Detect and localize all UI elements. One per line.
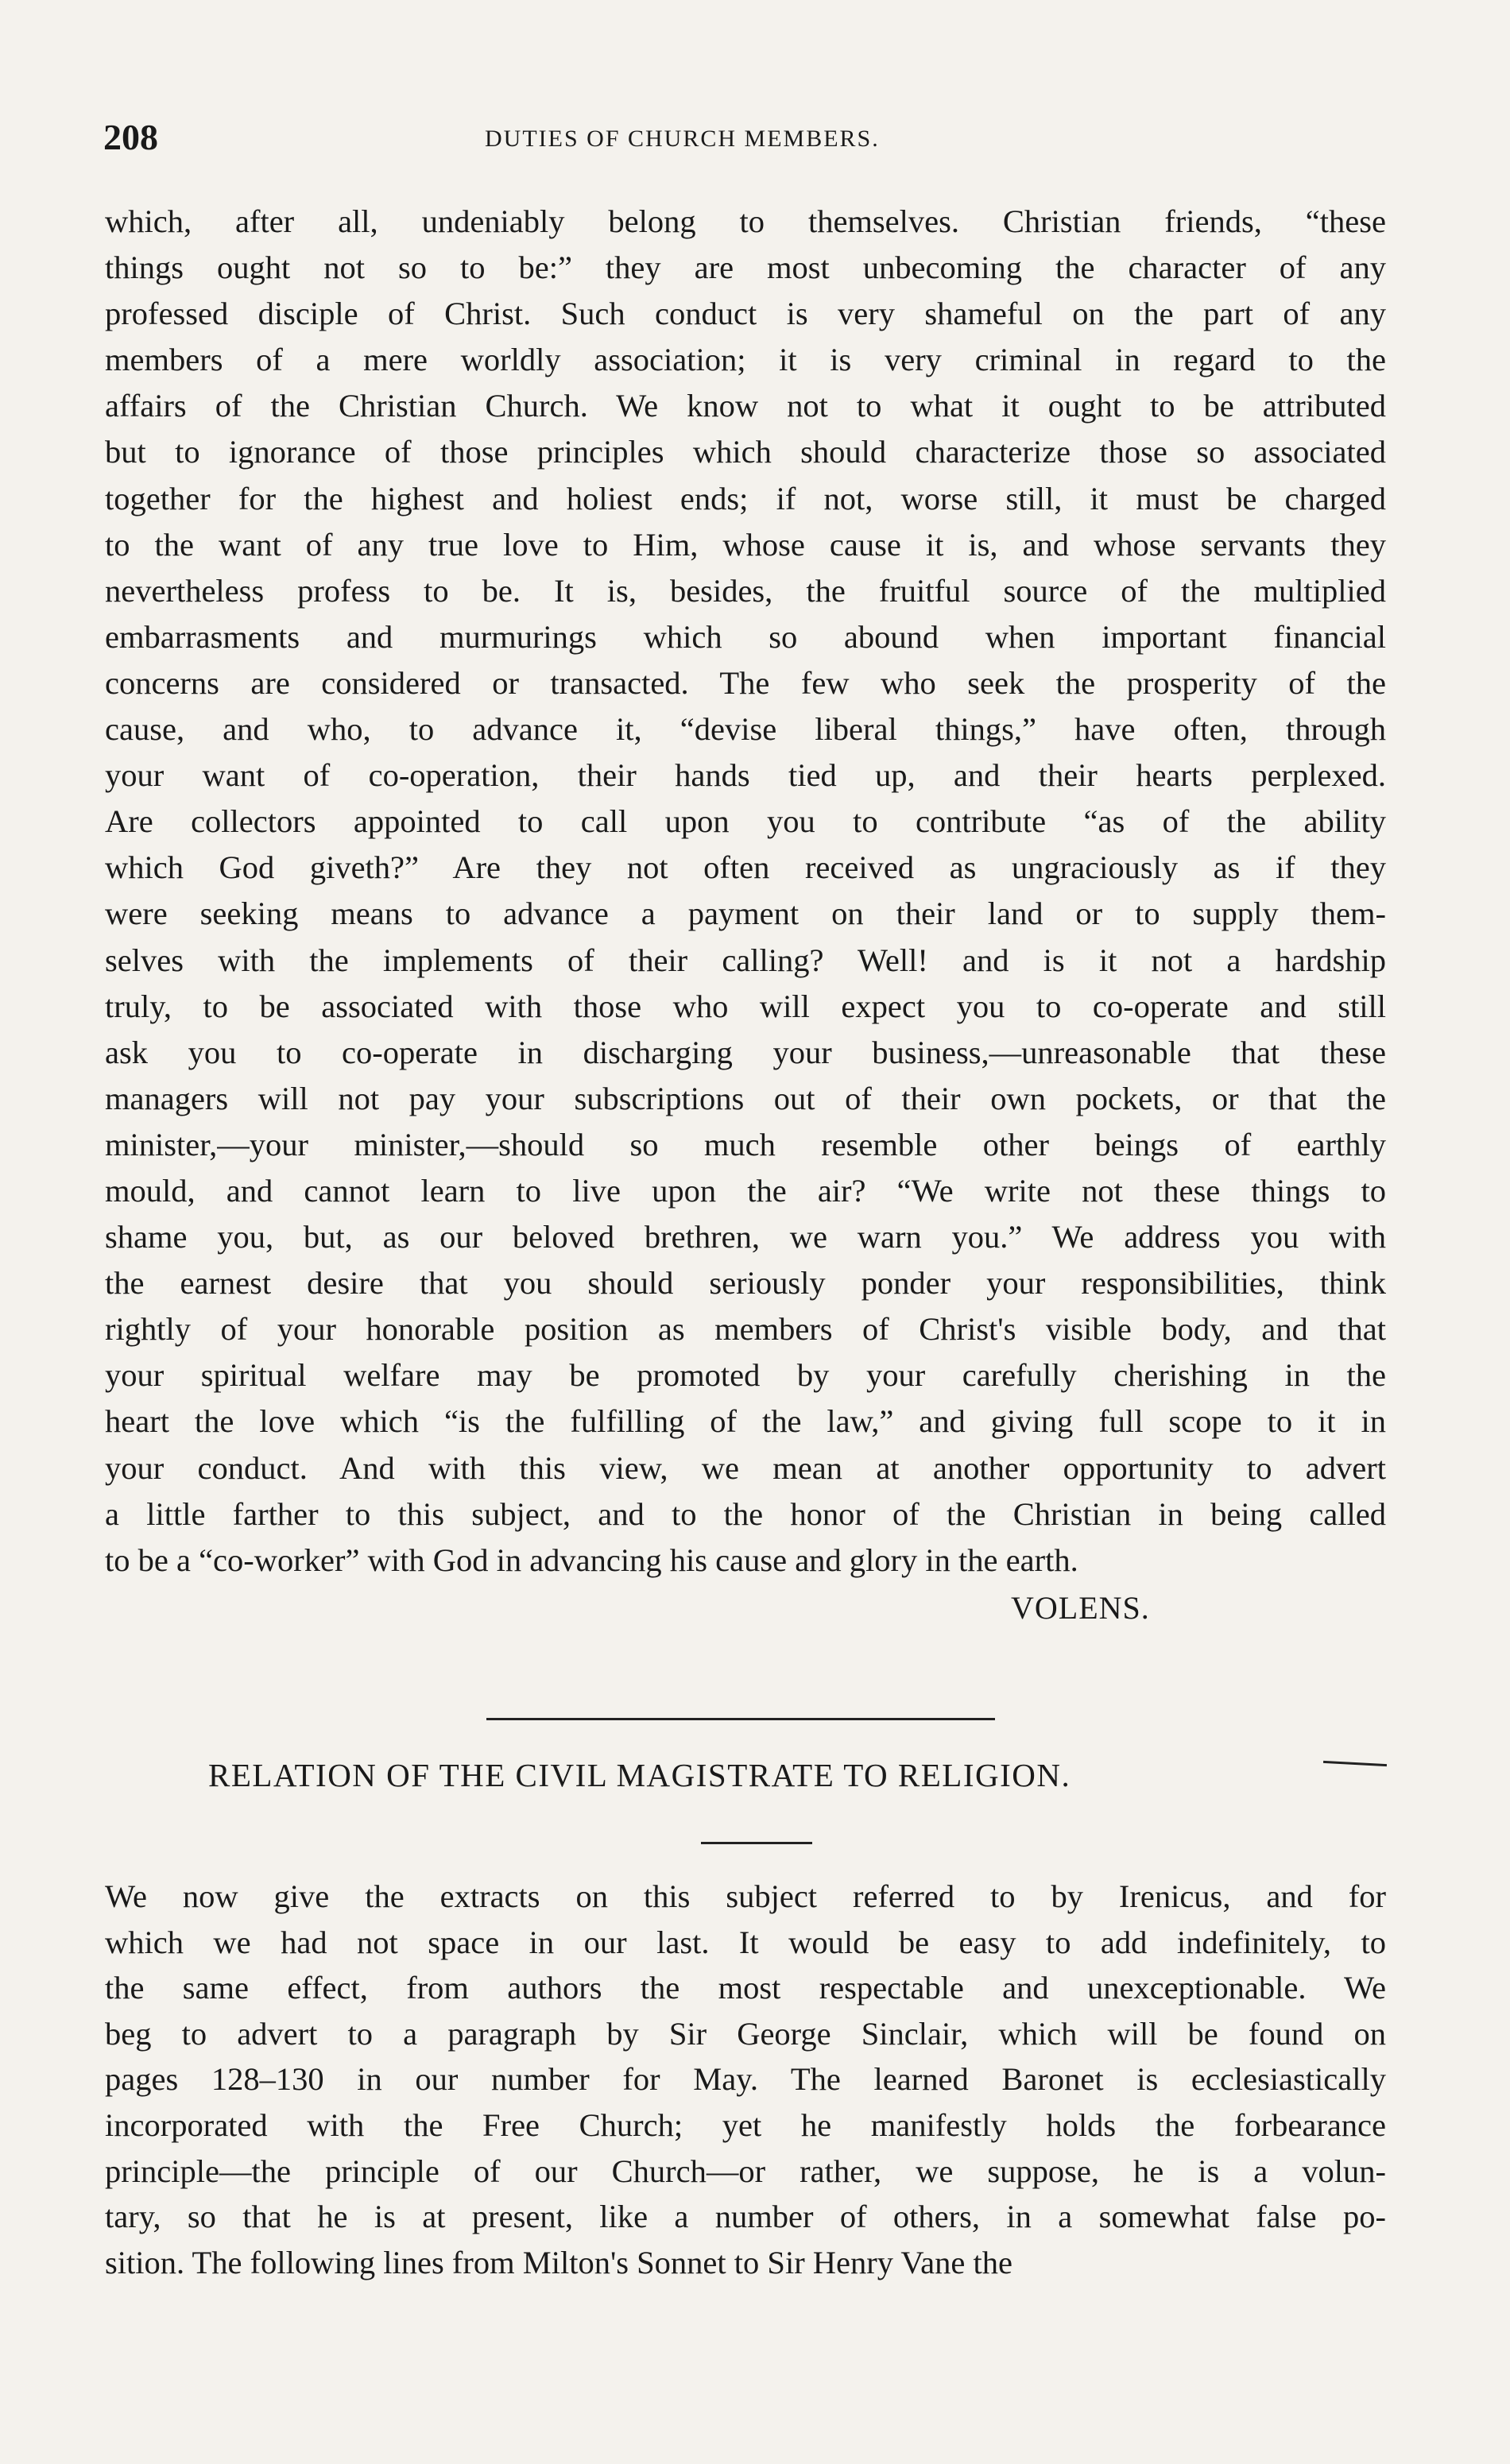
text-line: rightly of your honorable position as members of Christ's visible body, and that (105, 1311, 1386, 1348)
text-line: minister,—your minister,—should so much resemble other beings of earthly (105, 1126, 1386, 1162)
text-line: heart the love which “is the fulfilling of the law,” and giving full scope to it in (105, 1403, 1386, 1440)
text-line: sition. The following lines from Milton's Sonnet to Sir Henry Vane the (105, 2244, 1012, 2280)
text-line: principle—the principle of our Church—or rather, we suppose, he is a volun- (105, 2153, 1386, 2189)
page-header (103, 116, 1391, 164)
text-line: which God giveth?” Are they not often received as ungraciously as if they (105, 849, 1386, 886)
heading-underline (701, 1842, 812, 1844)
section-divider (486, 1718, 995, 1720)
article-heading: RELATION OF THE CIVIL MAGISTRATE TO RELIGION. (208, 1757, 1071, 1793)
text-line: selves with the implements of their calling? Well! and is it not a hardship (105, 942, 1386, 978)
text-line: which, after all, undeniably belong to themselves. Christian friends, “these (105, 203, 1386, 239)
text-line: things ought not so to be:” they are most unbecoming the character of any (105, 249, 1386, 286)
text-line: the same effect, from authors the most respectable and unexceptionable. We (105, 1970, 1386, 2006)
text-line: affairs of the Christian Church. We know not to what it ought to be attributed (105, 388, 1386, 424)
running-title: DUTIES OF CHURCH MEMBERS. (485, 126, 880, 152)
text-line: the earnest desire that you should seriously ponder your responsibilities, think (105, 1265, 1386, 1302)
text-line: pages 128–130 in our number for May. The learned Baronet is ecclesiastically (105, 2061, 1386, 2098)
text-line: nevertheless profess to be. It is, besides, the fruitful source of the multiplied (105, 572, 1386, 609)
text-line: truly, to be associated with those who will expect you to co-operate and still (105, 988, 1386, 1024)
text-line: but to ignorance of those principles which should characterize those so associated (105, 434, 1386, 470)
text-line: cause, and who, to advance it, “devise liberal things,” have often, through (105, 711, 1386, 748)
author-signature: VOLENS. (1011, 1590, 1150, 1626)
text-line: together for the highest and holiest ends; if not, worse still, it must be charged (105, 480, 1386, 516)
text-line: Are collectors appointed to call upon you to contribute “as of the ability (105, 803, 1386, 840)
text-line: tary, so that he is at present, like a number of others, in a somewhat false po- (105, 2199, 1386, 2235)
text-line: to be a “co-worker” with God in advancing his cause and glory in the earth. (105, 1541, 1078, 1578)
page-number: 208 (103, 117, 158, 157)
text-line: We now give the extracts on this subject referred to by Irenicus, and for (105, 1878, 1386, 1914)
text-line: your want of co-operation, their hands tied up, and their hearts perplexed. (105, 757, 1386, 794)
text-line: professed disciple of Christ. Such conduct is very shameful on the part of any (105, 296, 1386, 332)
article-body-2 (105, 1874, 1386, 2285)
text-line: concerns are considered or transacted. The few who seek the prosperity of the (105, 664, 1386, 701)
text-line: to the want of any true love to Him, whose cause it is, and whose servants they (105, 526, 1386, 563)
margin-dash (1323, 1761, 1387, 1766)
text-line: members of a mere worldly association; it is very criminal in regard to the (105, 342, 1386, 378)
text-line: embarrasments and murmurings which so abound when important financial (105, 618, 1386, 655)
text-line: which we had not space in our last. It would be easy to add indefinitely, to (105, 1924, 1386, 1960)
text-line: mould, and cannot learn to live upon the air? “We write not these things to (105, 1172, 1386, 1209)
text-line: beg to advert to a paragraph by Sir George Sinclair, which will be found on (105, 2015, 1386, 2052)
text-line: a little farther to this subject, and to the honor of the Christian in being called (105, 1495, 1386, 1532)
text-line: managers will not pay your subscriptions out of their own pockets, or that the (105, 1080, 1386, 1116)
text-line: were seeking means to advance a payment on their land or to supply them- (105, 895, 1386, 932)
text-line: shame you, but, as our beloved brethren, we warn you.” We address you with (105, 1219, 1386, 1255)
text-line: incorporated with the Free Church; yet he manifestly holds the forbearance (105, 2106, 1386, 2143)
text-line: your spiritual welfare may be promoted by your carefully cherishing in the (105, 1357, 1386, 1394)
text-line: ask you to co-operate in discharging your business,—unreasonable that these (105, 1034, 1386, 1070)
text-line: your conduct. And with this view, we mean at another opportunity to advert (105, 1449, 1386, 1486)
article-body (105, 199, 1386, 1584)
